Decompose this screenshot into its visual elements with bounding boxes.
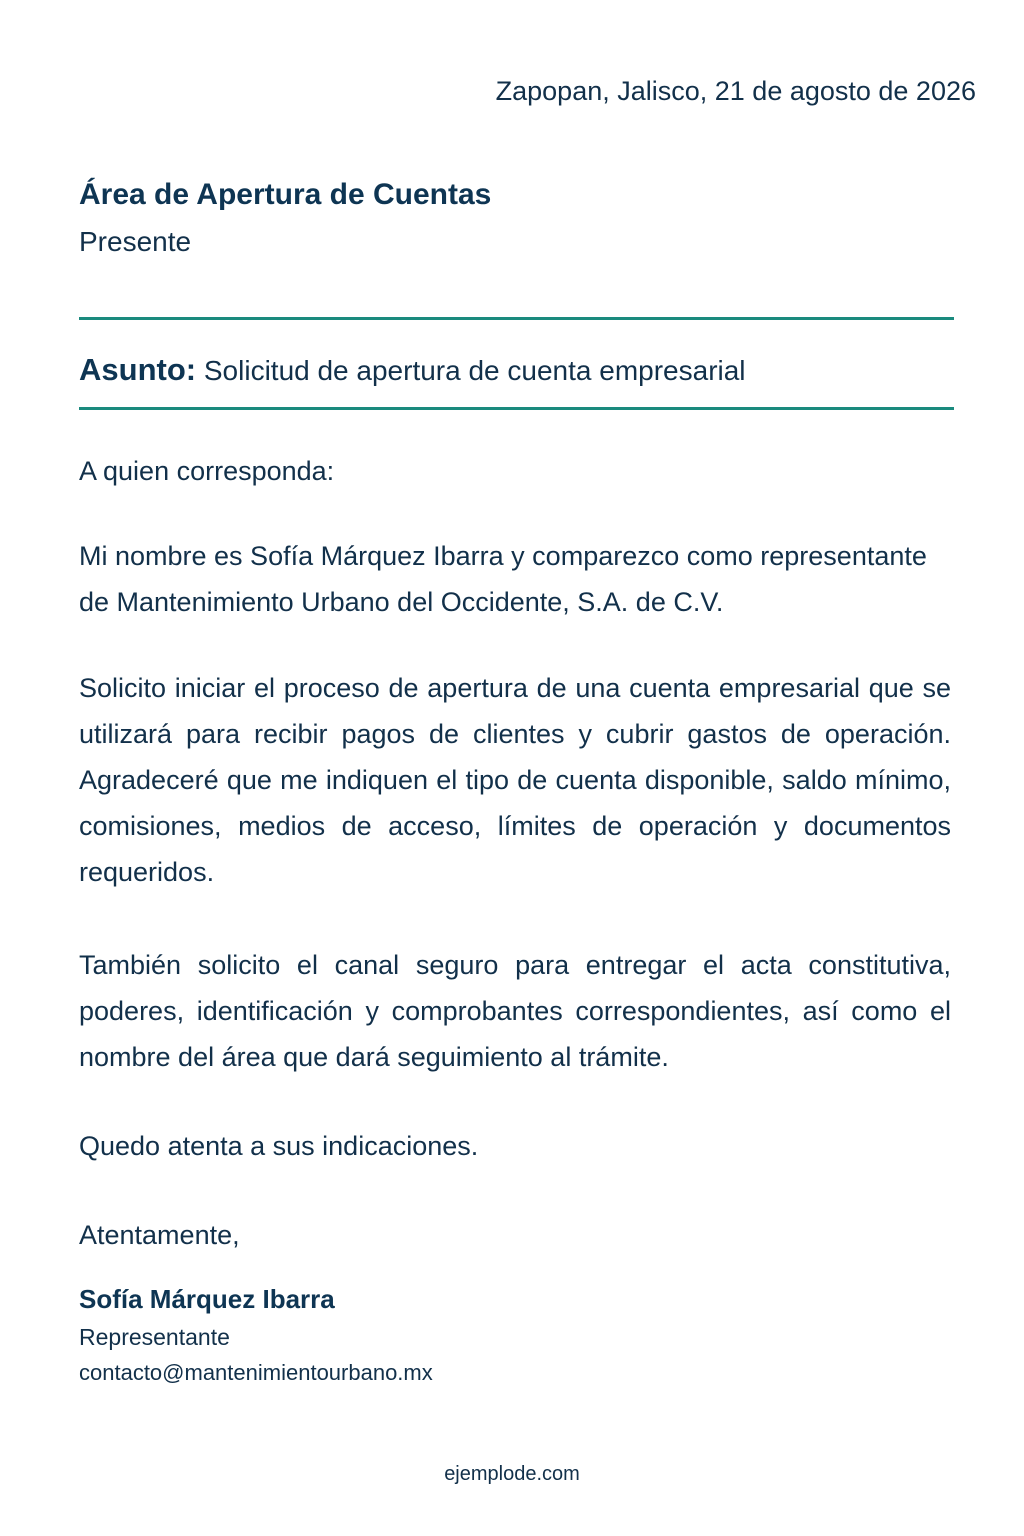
signature-email: contacto@mantenimientourbano.mx	[79, 1360, 433, 1385]
letter-date: Zapopan, Jalisco, 21 de agosto de 2026	[495, 76, 976, 106]
paragraph-documents: También solicito el canal seguro para entregar el acta constitutiva, poderes, identificación y comprobantes correspondientes, así como el nombre del área que dará seguimiento al trámite.	[79, 950, 951, 1072]
subject-label: Asunto:	[79, 352, 197, 387]
greeting: A quien corresponda:	[79, 456, 335, 486]
signature-role: Representante	[79, 1324, 230, 1350]
subject-line	[79, 352, 746, 388]
closing-salutation: Atentamente,	[79, 1220, 240, 1250]
recipient-heading: Área de Apertura de Cuentas	[79, 178, 492, 211]
paragraph-closing-note: Quedo atenta a sus indicaciones.	[79, 1131, 479, 1161]
subject-top-divider	[79, 317, 954, 320]
signature-name: Sofía Márquez Ibarra	[79, 1284, 335, 1314]
paragraph-introduction: Mi nombre es Sofía Márquez Ibarra y comparezco como representante de Mantenimiento Urbano del Occidente, S.A. de C.V.	[79, 541, 927, 617]
presente-label: Presente	[79, 226, 192, 257]
subject-bottom-divider	[79, 407, 954, 410]
paragraph-request: Solicito iniciar el proceso de apertura de una cuenta empresarial que se utilizará para recibir pagos de clientes y cubrir gastos de operación. Agradeceré que me indiquen el tipo de cuenta disponible, saldo mínimo, comisiones, medios de acceso, límites de operación y documentos requeridos.	[79, 673, 951, 887]
subject-text: Solicitud de apertura de cuenta empresarial	[203, 355, 746, 386]
footer-site: ejemplode.com	[444, 1463, 580, 1485]
